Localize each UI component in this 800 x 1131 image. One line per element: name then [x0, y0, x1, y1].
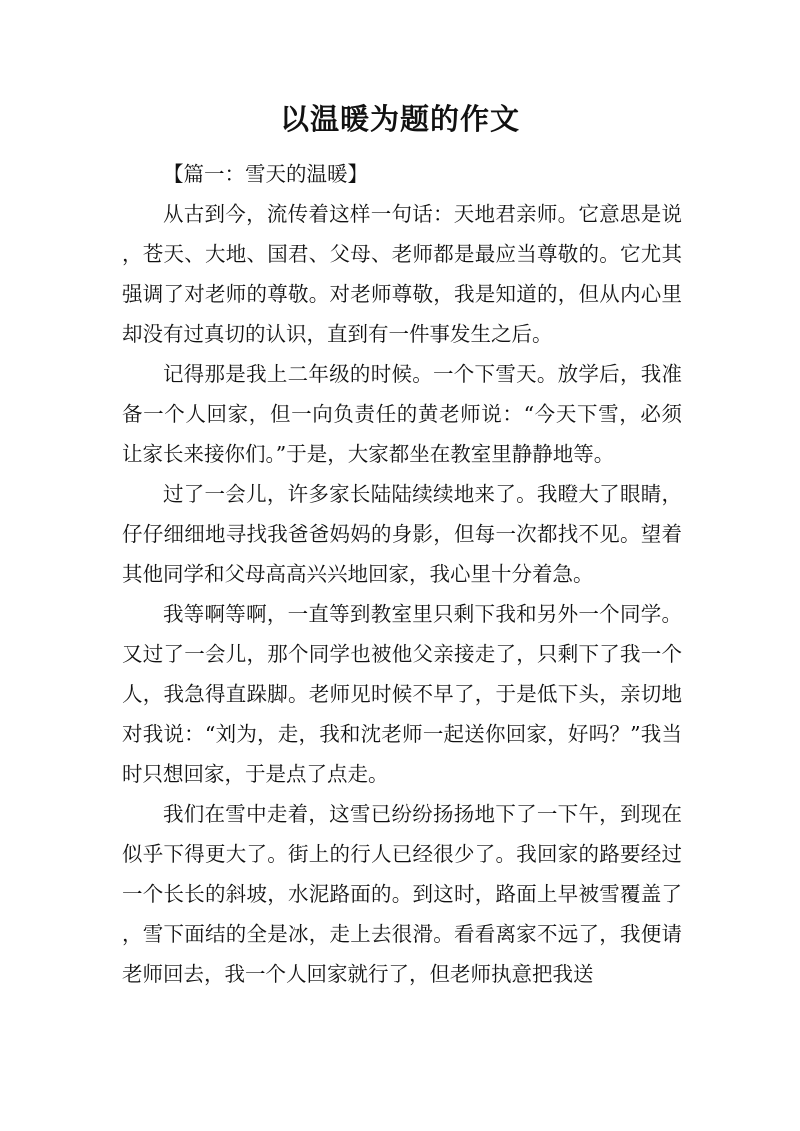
paragraph-2: 记得那是我上二年级的时候。一个下雪天。放学后，我准备一个人回家，但一向负责任的黄老师说：“今天下雪，必须让家长来接你们。”于是，大家都坐在教室里静静地等。: [122, 362, 682, 466]
paragraph-1: 从古到今，流传着这样一句话：天地君亲师。它意思是说，苍天、大地、国君、父母、老师都是最应当尊敬的。它尤其强调了对老师的尊敬。对老师尊敬，我是知道的，但从内心里却没有过真切的认识，直到有一件事发生之后。: [122, 202, 682, 346]
paragraph-4: 我等啊等啊，一直等到教室里只剩下我和另外一个同学。又过了一会儿，那个同学也被他父亲接走了，只剩下了我一个人，我急得直跺脚。老师见时候不早了，于是低下头，亲切地对我说：“刘为，走，我和沈老师一起送你回家，好吗？”我当时只想回家，于是点了点走。: [122, 602, 682, 786]
document-title: 以温暖为题的作文: [279, 102, 520, 136]
paragraph-5: 我们在雪中走着，这雪已纷纷扬扬地下了一下午，到现在似乎下得更大了。街上的行人已经很少了。我回家的路要经过一个长长的斜坡，水泥路面的。到这时，路面上早被雪覆盖了，雪下面结的全是冰，走上去很滑。看看离家不远了，我便请老师回去，我一个人回家就行了，但老师执意把我送: [122, 802, 682, 986]
section-header: 【篇一：雪天的温暖】: [163, 162, 368, 186]
document-body: [122, 154, 682, 994]
paragraph-3: 过了一会儿，许多家长陆陆续续地来了。我瞪大了眼睛，仔仔细细地寻找我爸爸妈妈的身影，但每一次都找不见。望着其他同学和父母高高兴兴地回家，我心里十分着急。: [122, 482, 682, 586]
